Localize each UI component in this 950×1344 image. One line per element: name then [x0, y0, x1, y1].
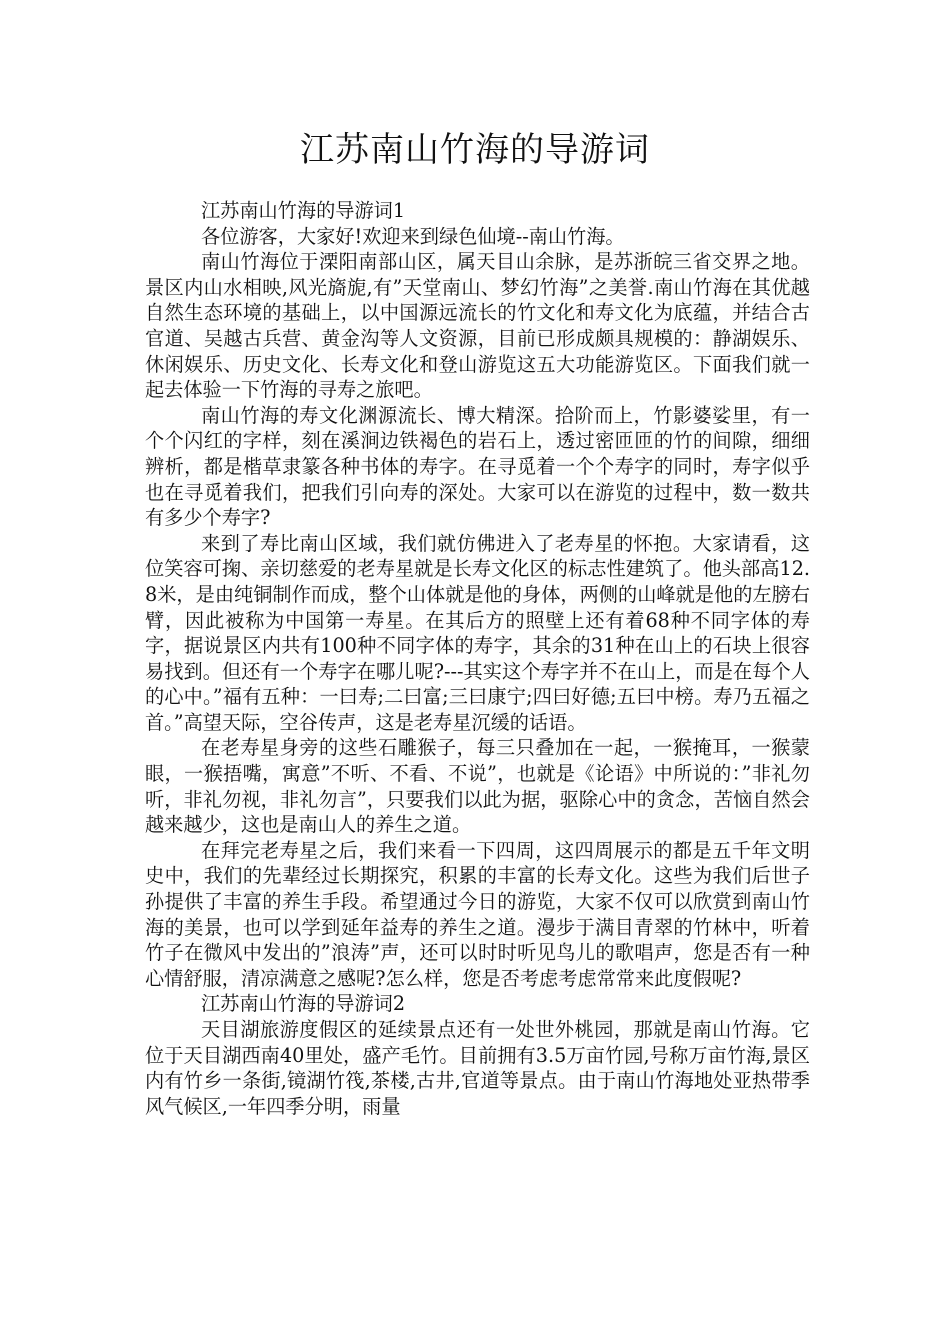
paragraph: 来到了寿比南山区域，我们就仿佛进入了老寿星的怀抱。大家请看，这位笑容可掬、亲切慈爱的老寿星就是长寿文化区的标志性建筑了。他头部高12.8米，是由纯铜制作而成，整个山体就是他的身体，两侧的山峰就是他的左膀右臂，因此被称为中国第一寿星。在其后方的照壁上还有着68种不同字体的寿字，据说景区内共有100种不同字体的寿字，其余的31种在山上的石块上很容易找到。但还有一个寿字在哪儿呢?---其实这个寿字并不在山上，而是在每个人的心中。”福有五种：一曰寿;二曰富;三曰康宁;四曰好德;五曰中榜。寿乃五福之首。”高望天际，空谷传声，这是老寿星沉缓的话语。	[145, 531, 810, 734]
paragraph: 在拜完老寿星之后，我们来看一下四周，这四周展示的都是五千年文明史中，我们的先辈经过长期探究，积累的丰富的长寿文化。这些为我们后世子孙提供了丰富的养生手段。希望通过今日的游览，大家不仅可以欣赏到南山竹海的美景，也可以学到延年益寿的养生之道。漫步于满目青翠的竹林中，听着竹子在微风中发出的”浪涛”声，还可以时时听见鸟儿的歌唱声，您是否有一种心情舒服，清凉满意之感呢?怎么样，您是否考虑考虑常常来此度假呢?	[145, 838, 810, 990]
paragraph: 南山竹海位于溧阳南部山区，属天目山余脉，是苏浙皖三省交界之地。景区内山水相映,风光旖旎,有”天堂南山、梦幻竹海”之美誉.南山竹海在其优越自然生态环境的基础上，以中国源远流长的竹文化和寿文化为底蕴，并结合古官道、吴越古兵营、黄金沟等人文资源，目前已形成颇具规模的：静湖娱乐、休闲娱乐、历史文化、长寿文化和登山游览这五大功能游览区。下面我们就一起去体验一下竹海的寻寿之旅吧。	[145, 250, 810, 402]
document-body	[145, 198, 810, 1119]
paragraph: 天目湖旅游度假区的延续景点还有一处世外桃园，那就是南山竹海。它位于天目湖西南40里处，盛产毛竹。目前拥有3.5万亩竹园,号称万亩竹海,景区内有竹乡一条街,镜湖竹筏,茶楼,古井,官道等景点。由于南山竹海地处亚热带季风气候区,一年四季分明，雨量	[145, 1018, 810, 1118]
section-heading-1: 江苏南山竹海的导游词1	[201, 199, 406, 222]
paragraph: 在老寿星身旁的这些石雕猴子，每三只叠加在一起，一猴掩耳，一猴蒙眼，一猴捂嘴，寓意”不听、不看、不说”，也就是《论语》中所说的：”非礼勿听，非礼勿视，非礼勿言”，只要我们以此为据，驱除心中的贪念，苦恼自然会越来越少，这也是南山人的养生之道。	[145, 736, 810, 837]
section-heading-2: 江苏南山竹海的导游词2	[201, 992, 406, 1016]
paragraph: 南山竹海的寿文化渊源流长、博大精深。拾阶而上，竹影婆娑里，有一个个闪红的字样，刻在溪涧边铁褐色的岩石上，透过密匝匝的竹的间隙，细细辨析，都是楷草隶篆各种书体的寿字。在寻觅着一个个寿字的同时，寿字似乎也在寻觅着我们，把我们引向寿的深处。大家可以在游览的过程中，数一数共有多少个寿字?	[145, 403, 810, 530]
document-title: 江苏南山竹海的导游词	[300, 130, 650, 170]
paragraph: 各位游客，大家好!欢迎来到绿色仙境--南山竹海。	[201, 224, 625, 248]
